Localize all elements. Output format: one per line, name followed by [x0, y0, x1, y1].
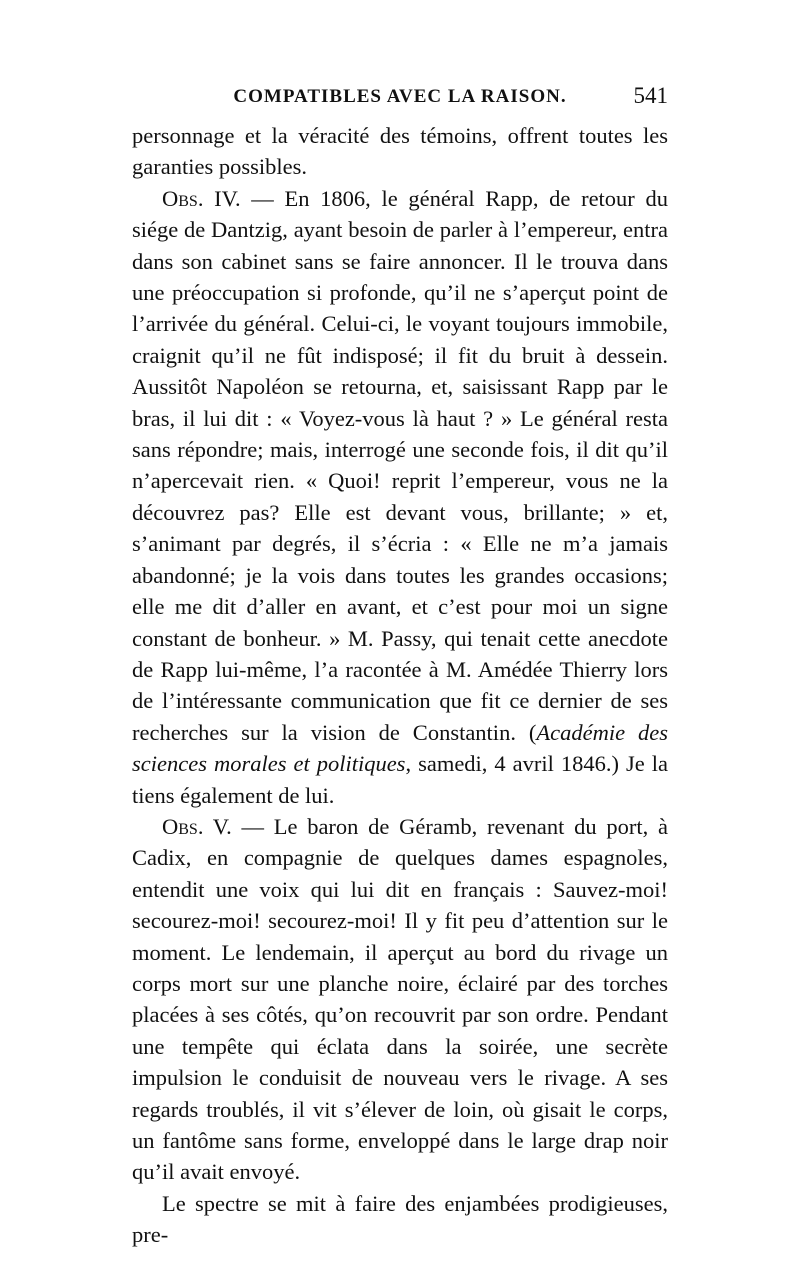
running-title: COMPATIBLES AVEC LA RAISON.: [233, 86, 567, 107]
running-header: [132, 83, 668, 120]
citation-title: Académie des sciences morales et politiques: [132, 719, 669, 777]
paragraph-text-tail: , samedi, 4 avril 1846.) Je la tiens également de lui.: [132, 751, 669, 808]
paragraph-text: Le spectre se mit à faire des enjambées prodigieuses, pre-: [132, 1190, 668, 1248]
paragraph-text: personnage et la véracité des témoins, offrent toutes les garanties possibles.: [132, 123, 668, 180]
paragraph-text: — Le baron de Géramb, revenant du port, à Cadix, en compagnie de quelques dames espagnoles, entendit une voix qui lui dit en français : Sauvez-moi! secourez-moi! secourez-moi! Il y fit peu d’attention sur le moment. Le lendemain, il aperçut au bord du rivage un corps mort sur une planche noire, éclairé par des torches placées à ses côtés, qu’on recouvrit par son ordre. Pendant une tempête qui éclata dans la soirée, une secrète impulsion le conduisit de nouveau vers le rivage. A ses regards troublés, il vit s’élever de loin, où gisait le corps, un fantôme sans forme, enveloppé dans le large drap noir qu’il avait envoyé.: [132, 813, 668, 1185]
body-text: [132, 120, 668, 1251]
page-number: 541: [633, 83, 668, 108]
observation-label: Obs. IV.: [162, 185, 241, 211]
paragraph-spectre: [132, 1188, 668, 1251]
observation-label: Obs. V.: [162, 813, 232, 839]
paragraph-obs-iv: [132, 183, 668, 811]
paragraph-continuation: [132, 120, 668, 183]
paragraph-obs-v: [132, 811, 668, 1188]
paragraph-text: — En 1806, le général Rapp, de retour du siége de Dantzig, ayant besoin de parler à l’empereur, entra dans son cabinet sans se faire annoncer. Il le trouva dans une préoccupation si profonde, qu’il ne s’aperçut point de l’arrivée du général. Celui-ci, le voyant toujours immobile, craignit qu’il ne fût indisposé; il fit du bruit à dessein. Aussitôt Napoléon se retourna, et, saisissant Rapp par le bras, il lui dit : « Voyez-vous là haut ? » Le général resta sans répondre; mais, interrogé une seconde fois, il dit qu’il n’apercevait rien. « Quoi! reprit l’empereur, vous ne la découvrez pas? Elle est devant vous, brillante; » et, s’animant par degrés, il s’écria : « Elle ne m’a jamais abandonné; je la vois dans toutes les grandes occasions; elle me dit d’aller en avant, et c’est pour moi un signe constant de bonheur. » M. Passy, qui tenait cette anecdote de Rapp lui-même, l’a racontée à M. Amédée Thierry lors de l’intéressante communication que fit ce dernier de ses recherches sur la vision de Constantin. (: [132, 185, 668, 745]
